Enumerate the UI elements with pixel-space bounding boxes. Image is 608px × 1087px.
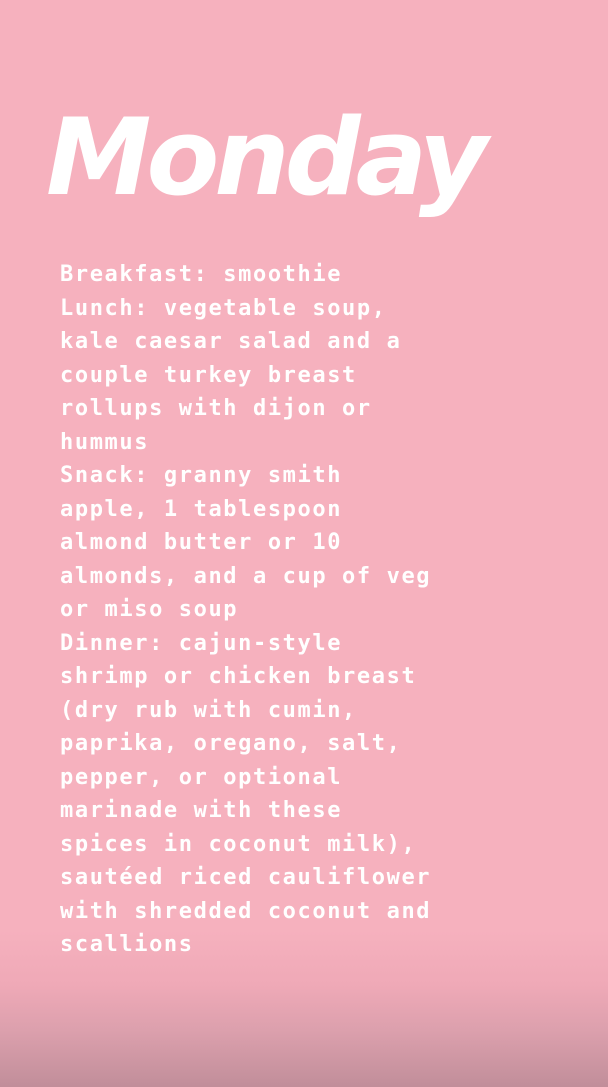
day-title: Monday xyxy=(46,96,484,219)
meal-plan-text: Breakfast: smoothie Lunch: vegetable soup, kale caesar salad and a couple turkey breast rollups with dijon or hummus Snack: granny smith apple, 1 tablespoon almond butter or 10 almonds, and a cup of veg or miso soup Dinner: cajun-style shrimp or chicken breast (dry rub with cumin, paprika, oregano, salt, pepper, or optional marinade with these spices in coconut milk), sautéed riced cauliflower with shredded coconut and scallions xyxy=(60,262,432,957)
